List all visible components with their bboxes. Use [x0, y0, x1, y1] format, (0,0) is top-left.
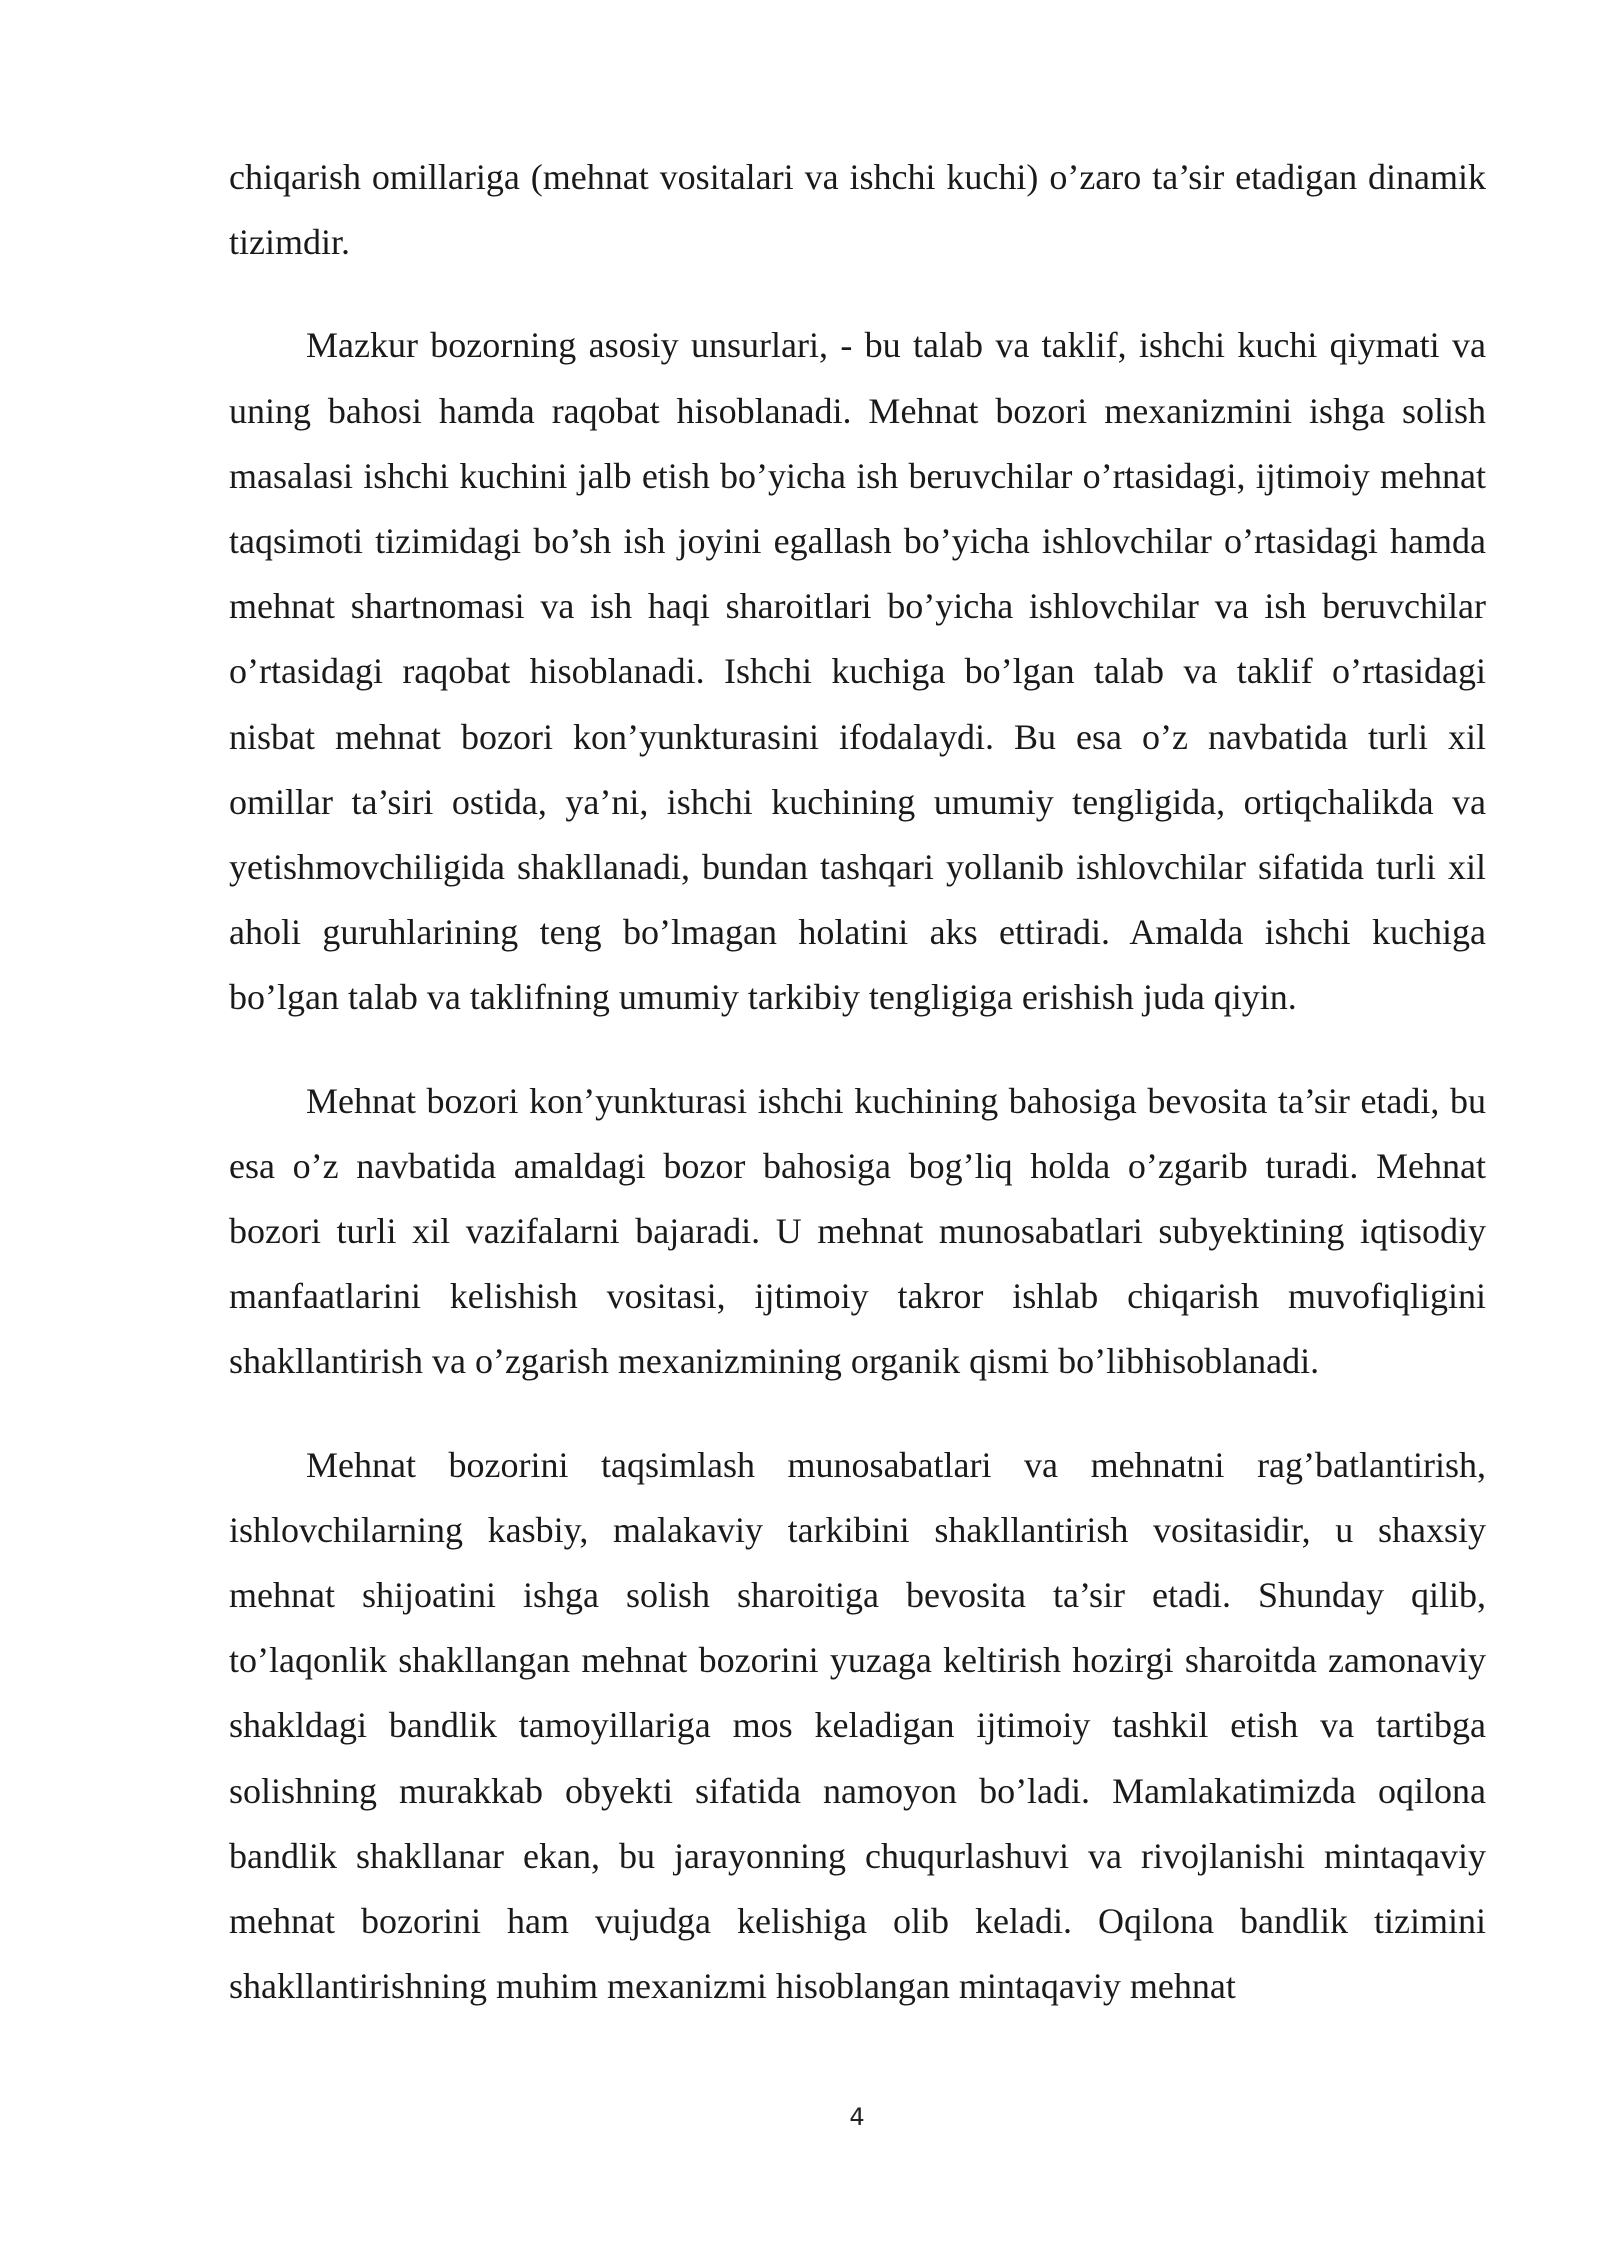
paragraph-3: Mehnat bozori kon’yunkturasi ishchi kuchining bahosiga bevosita ta’sir etadi, bu esa o’z navbatida amaldagi bozor bahosiga bog’liq holda o’zgarib turadi. Mehnat bozori turli xil vazifalarni bajaradi. U mehnat munosabatlari subyektining iqtisodiy manfaatlarini kelishish vositasi, ijtimoiy takror ishlab chiqarish muvofiqligini shakllantirish va o’zgarish mexanizmining organik qismi bo’libhisoblanadi.: [229, 1080, 1486, 1382]
body-text: [229, 145, 1486, 2057]
page-number: 4: [849, 2103, 865, 2131]
paragraph-1: chiqarish omillariga (mehnat vositalari va ishchi kuchi) o’zaro ta’sir etadigan dinamik tizimdir.: [229, 157, 1486, 263]
paragraph-2: Mazkur bozorning asosiy unsurlari, - bu talab va taklif, ishchi kuchi qiymati va uning bahosi hamda raqobat hisoblanadi. Mehnat bozori mexanizmini ishga solish masalasi ishchi kuchini jalb etish bo’yicha ish beruvchilar o’rtasidagi, ijtimoiy mehnat taqsimoti tizimidagi bo’sh ish joyini egallash bo’yicha ishlovchilar o’rtasidagi hamda mehnat shartnomasi va ish haqi sharoitlari bo’yicha ishlovchilar va ish beruvchilar o’rtasidagi raqobat hisoblanadi. Ishchi kuchiga bo’lgan talab va taklif o’rtasidagi nisbat mehnat bozori kon’yunkturasini ifodalaydi. Bu esa o’z navbatida turli xil omillar ta’siri ostida, ya’ni, ishchi kuchining umumiy tengligida, ortiqchalikda va yetishmovchiligida shakllanadi, bundan tashqari yollanib ishlovchilar sifatida turli xil aholi guruhlarining teng bo’lmagan holatini aks ettiradi. Amalda ishchi kuchiga bo’lgan talab va taklifning umumiy tarkibiy tengligiga erishish juda qiyin.: [229, 325, 1486, 1018]
paragraph-4: Mehnat bozorini taqsimlash munosabatlari va mehnatni rag’batlantirish, ishlovchilarning kasbiy, malakaviy tarkibini shakllantirish vositasidir, u shaxsiy mehnat shijoatini ishga solish sharoitiga bevosita ta’sir etadi. Shunday qilib, to’laqonlik shakllangan mehnat bozorini yuzaga keltirish hozirgi sharoitda zamonaviy shakldagi bandlik tamoyillariga mos keladigan ijtimoiy tashkil etish va tartibga solishning murakkab obyekti sifatida namoyon bo’ladi. Mamlakatimizda oqilona bandlik shakllanar ekan, bu jarayonning chuqurlashuvi va rivojlanishi mintaqaviy mehnat bozorini ham vujudga kelishiga olib keladi. Oqilona bandlik tizimini shakllantirishning muhim mexanizmi hisoblangan mintaqaviy mehnat: [229, 1444, 1486, 2007]
